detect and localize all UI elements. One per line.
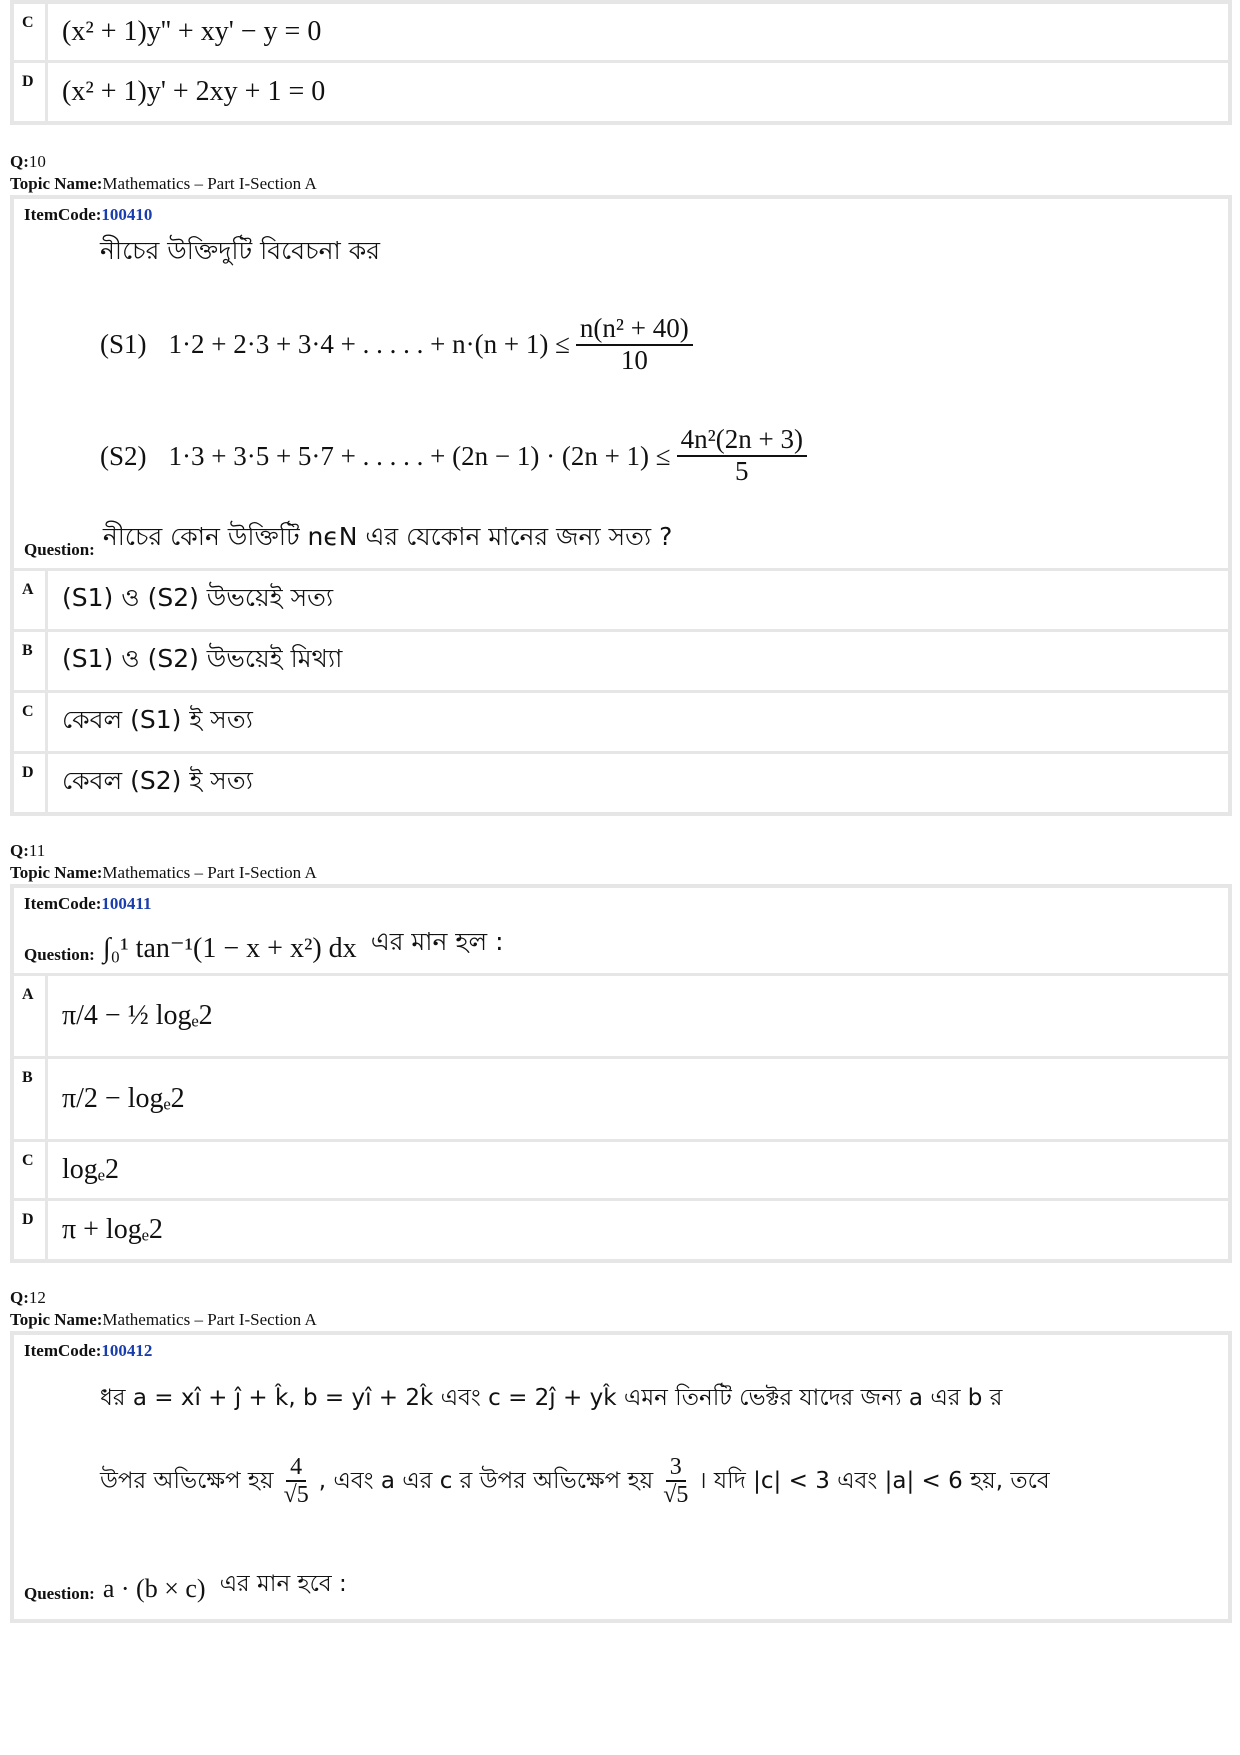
topic-label: Topic Name:: [10, 174, 103, 193]
option-text: (x² + 1)y'' + xy' − y = 0: [62, 16, 322, 47]
option-letter: A: [14, 976, 48, 1056]
topic-label: Topic Name:: [10, 1309, 103, 1329]
topic-name: Mathematics – Part I-Section A: [102, 862, 317, 882]
q12-question: [14, 1509, 1228, 1612]
option-row-a[interactable]: [14, 568, 1228, 629]
option-text: কেবল (S1) ই সত্য: [62, 705, 253, 735]
option-row-c[interactable]: [14, 1139, 1228, 1198]
statement-s2: [100, 425, 1228, 486]
q10-intro: নীচের উক্তিদুটি বিবেচনা কর: [100, 236, 380, 265]
topic-label: Topic Name:: [10, 862, 103, 882]
q12-header: [10, 1287, 1240, 1331]
question-expression: a · (b × c): [102, 1573, 206, 1603]
q11-stem: [14, 888, 1228, 973]
item-code: ItemCode:100412: [24, 1340, 153, 1360]
option-letter: D: [14, 754, 48, 812]
option-row-d[interactable]: [14, 751, 1228, 812]
option-letter: D: [14, 1201, 48, 1259]
s1-lhs: 1·2 + 2·3 + 3·4 + . . . . . + n·(n + 1) ≤: [168, 329, 570, 360]
item-code: ItemCode:100411: [24, 893, 152, 913]
option-row-b[interactable]: [14, 629, 1228, 690]
s1-fraction: $\frac{\text{n(n² + 40)}}{10}$: [576, 314, 693, 375]
q-label: Q:: [10, 152, 29, 171]
option-text: π/4 − ½ logₑ2: [62, 999, 213, 1031]
option-text: কেবল (S2) ই সত্য: [62, 766, 253, 796]
q-label: Q:: [10, 840, 29, 860]
q10-header: [10, 151, 1240, 195]
option-letter: C: [14, 693, 48, 751]
fraction-3-root5: $\frac{3}{√5}$: [663, 1453, 689, 1509]
option-text: (x² + 1)y' + 2xy + 1 = 0: [62, 76, 326, 107]
s2-fraction: $\frac{\text{4n²(2n + 3)}}{5}$: [677, 425, 807, 486]
q12-line2: উপর অভিক্ষেপ হয় $\frac{4}{√5}$ , এবং a এর c র উপর অভিক্ষেপ হয় $\frac{3}{√5}$ । যদি |c| < 3 এবং |a| < 6 হয়, তবে: [100, 1453, 1050, 1509]
q-number: 11: [28, 840, 46, 860]
fraction-4-root5: $\frac{4}{√5}$: [283, 1453, 309, 1509]
statement-s1: [100, 314, 1228, 375]
option-letter: D: [14, 63, 48, 121]
q-number: 10: [28, 152, 46, 171]
question-integral: ∫₀¹ tan⁻¹(1 − x + x²) dx: [102, 932, 357, 964]
q11-block: [10, 884, 1232, 1263]
option-text: (S1) ও (S2) উভয়েই মিথ্যা: [62, 644, 343, 674]
option-text: (S1) ও (S2) উভয়েই সত্য: [62, 583, 334, 613]
s2-label: (S2): [100, 440, 147, 471]
question-text: এর মান হবে :: [219, 1570, 347, 1597]
q10-question: [14, 487, 1228, 568]
option-row-a[interactable]: [14, 973, 1228, 1056]
q12-stem: [14, 1335, 1228, 1619]
question-text: এর মান হল :: [370, 926, 504, 956]
option-letter: C: [14, 4, 48, 60]
option-letter: B: [14, 632, 48, 690]
option-row-c[interactable]: [14, 4, 1228, 60]
option-text: π + logₑ2: [62, 1213, 163, 1245]
q10-block: [10, 195, 1232, 816]
item-code: ItemCode:100410: [24, 205, 153, 224]
option-text: π/2 − logₑ2: [62, 1082, 185, 1114]
q11-question: [14, 922, 1228, 973]
option-row-b[interactable]: [14, 1056, 1228, 1139]
q-number: 12: [28, 1287, 46, 1307]
q12-block: [10, 1331, 1232, 1623]
option-letter: A: [14, 571, 48, 629]
option-row-c[interactable]: [14, 690, 1228, 751]
option-row-d[interactable]: [14, 1198, 1228, 1259]
q10-stem: [14, 199, 1228, 568]
question-label: Question:: [24, 944, 95, 964]
topic-name: Mathematics – Part I-Section A: [102, 1309, 317, 1329]
option-letter: B: [14, 1059, 48, 1139]
topic-name: Mathematics – Part I-Section A: [102, 174, 317, 193]
q-label: Q:: [10, 1287, 29, 1307]
s2-lhs: 1·3 + 3·5 + 5·7 + . . . . . + (2n − 1) · (2n + 1) ≤: [168, 440, 671, 471]
q9-options: [10, 0, 1232, 125]
option-text: logₑ2: [62, 1153, 119, 1185]
option-row-d[interactable]: [14, 60, 1228, 121]
q11-header: [10, 840, 1240, 884]
s1-label: (S1): [100, 329, 147, 360]
question-label: Question:: [24, 539, 95, 559]
q12-line1: ধর a = xî + ĵ + k̂, b = yî + 2k̂ এবং c = 2ĵ + yk̂ এমন তিনটি ভেক্টর যাদের জন্য a এর b র: [100, 1384, 1003, 1411]
option-letter: C: [14, 1142, 48, 1198]
question-label: Question:: [24, 1583, 95, 1603]
question-text: নীচের কোন উক্তিটি nϵN এর যেকোন মানের জন্য সত্য ?: [102, 521, 673, 551]
